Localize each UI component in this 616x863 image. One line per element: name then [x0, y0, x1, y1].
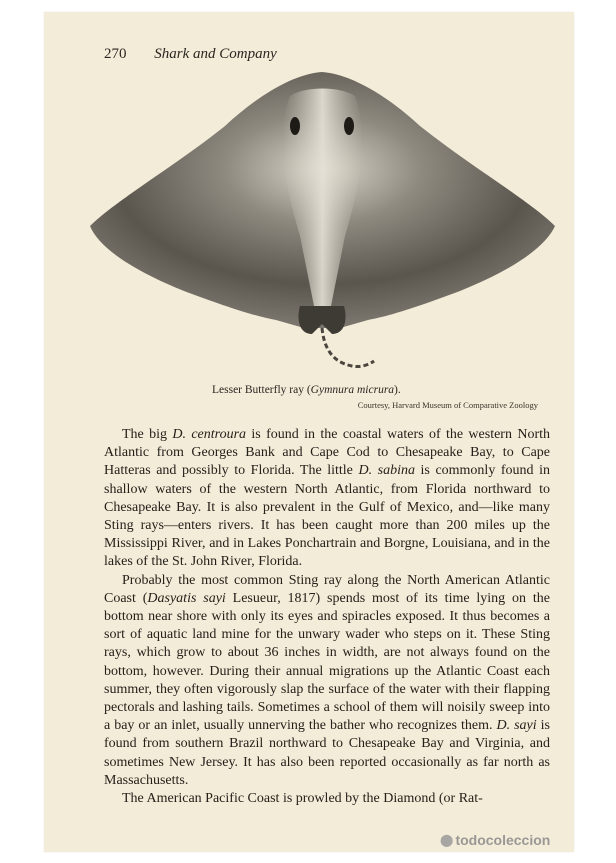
paragraph: The big D. centroura is found in the coastal waters of the western North Atlantic from Georges Bank and Cape Cod to Chesapeake Bay, to Cape Hatteras and possibly to Florida. The little D. sabina is commonly found in shallow waters of the western North Atlantic, from Florida northward to Chesapeake Bay. It is also prevalent in the Gulf of Mexico, and—like many Sting rays—enters rivers. It has been caught more than 200 miles up the Mississippi River, and in Lakes Ponchartrain and Borgne, Louisiana, and in the lakes of the St. John River, Florida.	[104, 427, 550, 570]
ray-tail	[322, 328, 374, 367]
figure-caption: Lesser Butterfly ray (Gymnura micrura).	[212, 384, 401, 396]
body-text	[104, 426, 550, 808]
logo-icon: ⬤	[440, 833, 454, 847]
paragraph: The American Pacific Coast is prowled by the Diamond (or Rat-	[122, 791, 483, 807]
running-title: Shark and Company	[154, 46, 277, 62]
book-page	[44, 12, 574, 852]
paragraph: Probably the most common Sting ray along the North American Atlantic Coast (Dasyatis sayi Lesueur, 1817) spends most of its time lying on the bottom near shore with only its eyes and spiracles exposed. It thus becomes a sort of aquatic land mine for the unwary wader who steps on it. These Sting rays, which grow to about 36 inches in width, are not always found on the bottom, however. During their annual migrations up the Atlantic Coast each summer, they often vigorously slap the surface of the water with their flapping pectorals and lashing tails. Sometimes a school of them will noisily sweep into a bay or an inlet, usually unnerving the bather who recognizes them. D. sayi is found from southern Brazil northward to Chesapeake Bay and Virginia, and sometimes New Jersey. It has also been reported occasionally as far north as Massachusetts.	[104, 572, 550, 788]
ray-eye-left	[290, 117, 300, 135]
running-header	[104, 46, 277, 63]
page-number: 270	[104, 46, 127, 62]
ray-photograph	[90, 66, 560, 386]
caption-species: Gymnura micrura	[310, 384, 395, 396]
ray-eye-right	[344, 117, 354, 135]
figure-credit: Courtesy, Harvard Museum of Comparative Zoology	[357, 400, 538, 410]
site-watermark: ⬤ todocoleccion	[440, 832, 551, 848]
